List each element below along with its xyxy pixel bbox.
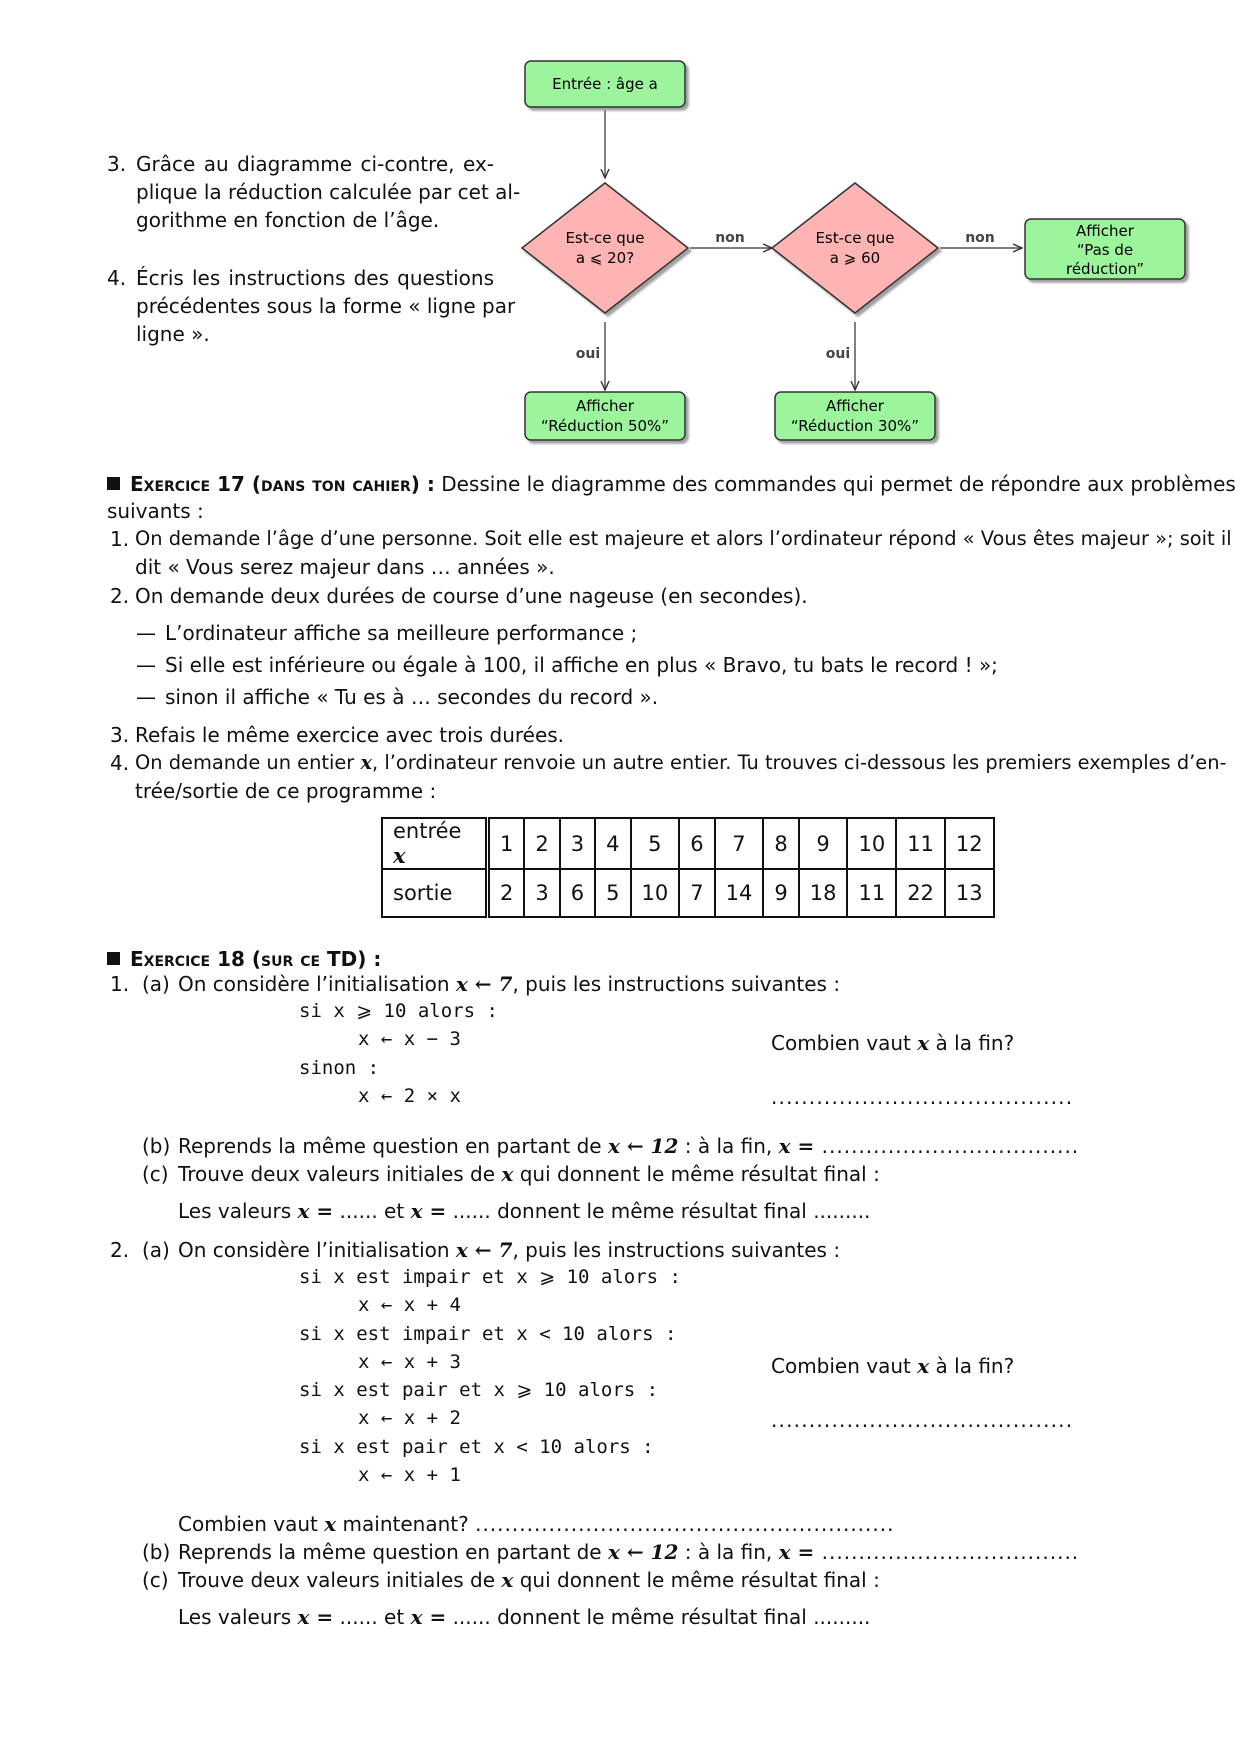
input-cell: 12 [945, 818, 994, 869]
ex18-1a-label: (a) [142, 972, 170, 996]
io-table [381, 817, 995, 918]
input-cell: 5 [631, 818, 680, 869]
q4-number: 4. [107, 266, 127, 290]
input-cell: 1 [488, 818, 525, 869]
table-row-input [382, 818, 994, 869]
ex17-intro-line2: suivants : [107, 499, 204, 523]
ex18-2c-values: Les valeurs x = ...... et x = ...... donnent le même résultat final ......... [178, 1605, 871, 1629]
q3-number: 3. [107, 152, 127, 176]
ex18-2a-now: Combien vaut x maintenant? ......................................................... [178, 1512, 895, 1536]
output-row-label: sortie [382, 869, 488, 917]
ex17-item4-line1 [135, 749, 1227, 777]
code2-line8: x ← x + 1 [358, 1464, 461, 1486]
answer-line-2: ........................................ [771, 1408, 1074, 1432]
output-cell: 14 [715, 869, 764, 917]
ex17-item1-number: 1. [110, 527, 130, 551]
ex17-bullet-2: Si elle est inférieure ou égale à 100, il affiche en plus « Bravo, tu bats le record ! »; [165, 653, 998, 677]
q4-line3: ligne ». [136, 322, 210, 346]
ex18-1b-label: (b) [142, 1134, 171, 1158]
decision1-line1: Est-ce que [565, 229, 645, 247]
decision2-line1: Est-ce que [815, 229, 895, 247]
ex17-item4-line2: trée/sortie de ce programme : [135, 779, 437, 803]
label-oui-2: oui [825, 346, 851, 362]
q4-line2: précédentes sous la forme « ligne par [136, 294, 516, 318]
output-cell: 7 [679, 869, 714, 917]
table-row-output [382, 869, 994, 917]
output-cell: 5 [595, 869, 630, 917]
code1-line2: x ← x − 3 [358, 1028, 461, 1050]
ex17-item4-text-b: , l’ordinateur renvoie un autre entier. Tu trouves ci-dessous les premiers exemples d’en- [372, 751, 1227, 774]
ex17-bullet-1: L’ordinateur affiche sa meilleure performance ; [165, 621, 638, 645]
reduction-50-line2: “Réduction 50%” [540, 417, 670, 435]
answer-line-1: ........................................ [771, 1085, 1074, 1109]
decision1-line2: a ⩽ 20? [575, 249, 635, 267]
ex18-part2-number: 2. [110, 1238, 130, 1262]
decision-age-le-20 [522, 183, 688, 313]
code1-line1: si x ⩾ 10 alors : [299, 1000, 498, 1022]
ex18-part1-number: 1. [110, 972, 130, 996]
ex17-item2-text: On demande deux durées de course d’une nageuse (en secondes). [135, 584, 808, 608]
output-cell: 22 [896, 869, 945, 917]
ex17-item1-line1: On demande l’âge d’une personne. Soit elle est majeure et alors l’ordinateur répond « Vous êtes majeur »; soit il [135, 527, 1232, 550]
ex18-2c-text: Trouve deux valeurs initiales de x qui donnent le même résultat final : [178, 1568, 880, 1592]
output-cell: 18 [799, 869, 848, 917]
ex17-bullet-3: sinon il affiche « Tu es à … secondes du record ». [165, 685, 659, 709]
ex17-item4-number: 4. [110, 751, 130, 775]
ex17-intro-line1: Dessine le diagramme des commandes qui permet de répondre aux problèmes [434, 472, 1236, 496]
square-bullet-icon [107, 952, 120, 965]
output-cell: 13 [945, 869, 994, 917]
output-cell: 3 [524, 869, 559, 917]
ex18-2a-label: (a) [142, 1238, 170, 1262]
ex17-dash-1: — [136, 621, 156, 645]
question-final-1: Combien vaut x à la fin? [771, 1031, 1015, 1055]
ex18-title: Exercice 18 (sur ce TD) : [130, 947, 382, 971]
var-x: x [360, 751, 372, 774]
question-final-2: Combien vaut x à la fin? [771, 1354, 1015, 1378]
ex17-item1-line2: dit « Vous serez majeur dans … années ». [135, 555, 555, 579]
ex17-dash-2: — [136, 653, 156, 677]
ex18-1a-text: On considère l’initialisation x ← 7, puis les instructions suivantes : [178, 972, 841, 996]
ex17-heading [107, 470, 1236, 498]
ex17-dash-3: — [136, 685, 156, 709]
output-cell: 11 [847, 869, 896, 917]
reduction-30-line2: “Réduction 30%” [790, 417, 920, 435]
ex17-item3-number: 3. [110, 723, 130, 747]
input-cell: 3 [560, 818, 595, 869]
ex17-item2-number: 2. [110, 584, 130, 608]
square-bullet-icon [107, 477, 120, 490]
label-non-1: non [715, 230, 745, 246]
input-cell: 7 [715, 818, 764, 869]
input-cell: 4 [595, 818, 630, 869]
reduction-50-line1: Afficher [576, 397, 634, 415]
ex17-title: Exercice 17 (dans ton cahier) : [130, 472, 435, 496]
output-cell: 2 [488, 869, 525, 917]
ex18-2b-label: (b) [142, 1540, 171, 1564]
q4-line1: Écris les instructions des questions [136, 266, 494, 290]
ex18-1c-text: Trouve deux valeurs initiales de x qui donnent le même résultat final : [178, 1162, 880, 1186]
q3-line1: Grâce au diagramme ci-contre, ex- [136, 152, 494, 176]
label-oui-1: oui [575, 346, 601, 362]
no-reduction-line3: réduction” [1065, 260, 1145, 278]
code2-line1: si x est impair et x ⩾ 10 alors : [299, 1266, 681, 1288]
code2-line3: si x est impair et x < 10 alors : [299, 1323, 677, 1345]
code2-line2: x ← x + 4 [358, 1294, 461, 1316]
ex18-1c-values: Les valeurs x = ...... et x = ...... donnent le même résultat final ......... [178, 1199, 871, 1223]
ex17-item4-text-a: On demande un entier [135, 751, 361, 774]
code2-line6: x ← x + 2 [358, 1407, 461, 1429]
input-cell: 9 [799, 818, 848, 869]
no-reduction-line1: Afficher [1076, 222, 1134, 240]
input-cell: 11 [896, 818, 945, 869]
code2-line7: si x est pair et x < 10 alors : [299, 1436, 654, 1458]
ex18-2c-label: (c) [142, 1568, 169, 1592]
input-row-label: entrée x [382, 818, 488, 869]
ex18-1c-label: (c) [142, 1162, 169, 1186]
reduction-30-line1: Afficher [826, 397, 884, 415]
input-cell: 2 [524, 818, 559, 869]
q3-line2: plique la réduction calculée par cet al- [136, 180, 521, 204]
ex18-heading [107, 945, 381, 973]
input-cell: 10 [847, 818, 896, 869]
output-cell: 9 [763, 869, 798, 917]
entry-label: Entrée : âge a [552, 75, 658, 93]
code1-line3: sinon : [299, 1057, 380, 1079]
label-non-2: non [965, 230, 995, 246]
input-cell: 8 [763, 818, 798, 869]
decision2-line2: a ⩾ 60 [829, 249, 881, 267]
ex18-2a-text: On considère l’initialisation x ← 7, puis les instructions suivantes : [178, 1238, 841, 1262]
code2-line4: x ← x + 3 [358, 1351, 461, 1373]
q3-line3: gorithme en fonction de l’âge. [136, 208, 440, 232]
output-cell: 10 [631, 869, 680, 917]
ex17-item3-text: Refais le même exercice avec trois durées. [135, 723, 565, 747]
decision-age-ge-60 [772, 183, 938, 313]
code2-line5: si x est pair et x ⩾ 10 alors : [299, 1379, 659, 1401]
ex18-2b-text: Reprends la même question en partant de x ← 12 : à la fin, x = ................................... [178, 1540, 1080, 1564]
output-cell: 6 [560, 869, 595, 917]
code1-line4: x ← 2 × x [358, 1085, 461, 1107]
ex18-1b-text: Reprends la même question en partant de x ← 12 : à la fin, x = ................................... [178, 1134, 1080, 1158]
no-reduction-line2: “Pas de [1076, 241, 1134, 259]
input-cell: 6 [679, 818, 714, 869]
